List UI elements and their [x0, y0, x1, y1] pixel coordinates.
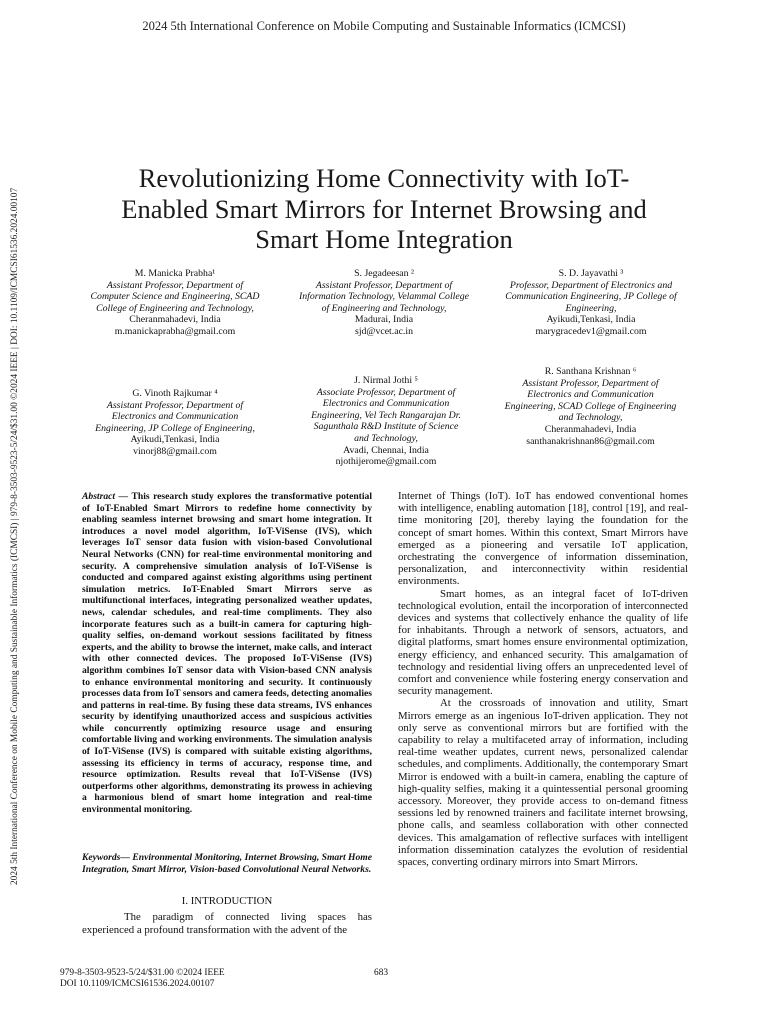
body-paragraph: At the crossroads of innovation and utility, Smart Mirrors emerge as an ingenious IoT-driven application. They not only serve as conventional mirrors but are fortified with the capability to relay a multifaceted array of information, including real-time weather updates, current news, personalized calendar schedules, and compliments. Additionally, the contemporary Smart Mirror is endowed with a built-in camera, enabling the capture of high-quality selfies, making it a quintessential personal grooming accessory. Moreover, they provide access to on-demand fitness sessions led by renowned trainers and facilitate internet browsing, phone calls, and seamless collaboration with other connected devices. This amalgamation of reflective surfaces with intelligent information dissemination catalyzes the evolution of residential spaces, converting ordinary mirrors into Smart Mirrors.: [398, 697, 688, 869]
intro-paragraph-start: [82, 911, 372, 937]
footer-isbn: 979-8-3503-9523-5/24/$31.00 ©2024 IEEE: [60, 968, 225, 978]
author-location: Madurai, India: [354, 314, 414, 326]
side-doi-strip: 2024 5th International Conference on Mobile Computing and Sustainable Informatics (ICMCSI) | 979-8-3503-9523-5/24/$31.00 ©2024 IEEE | DOI: 10.1109/ICMCSI61536.2024.00107: [10, 187, 20, 885]
section-heading-introduction: I. INTRODUCTION: [181, 895, 273, 907]
author-name: S. Jegadeesan ²: [354, 268, 414, 279]
author-name: M. Manicka Prabha¹: [134, 268, 216, 279]
author-location: Cheranmahadevi, India: [544, 423, 637, 435]
author-location: Ayikudi,Tenkasi, India: [546, 314, 636, 326]
footer-copyright: [60, 968, 225, 989]
author-affiliation: Associate Professor, Department of Electronics and Communication Engineering, Vel Tech Rangarajan Dr. Sagunthala R&D Institute of Science and Technology,: [311, 386, 461, 444]
author-email: vinorj88@gmail.com: [133, 445, 217, 457]
intro-text: The paradigm of connected living spaces has experienced a profound transformation with the advent of the: [82, 911, 372, 936]
abstract-label: Abstract —: [82, 491, 129, 502]
author-location: Ayikudi,Tenkasi, India: [130, 434, 220, 446]
author-name: S. D. Jayavathi ³: [558, 268, 624, 279]
author-affiliation: Assistant Professor, Department of Computer Science and Engineering, SCAD College of Engineering and Technology,: [90, 279, 260, 314]
right-column-body: [398, 490, 688, 868]
author-block-5: [306, 375, 466, 468]
author-name: R. Santhana Krishnan ⁶: [544, 366, 637, 377]
author-affiliation: Assistant Professor, Department of Electronics and Communication Engineering, JP College of Engineering,: [95, 399, 255, 434]
author-name: G. Vinoth Rajkumar ⁴: [132, 388, 218, 399]
author-location: Avadi, Chennai, India: [343, 444, 429, 456]
title-line: Enabled Smart Mirrors for Internet Browsing and: [121, 193, 647, 224]
conference-header: 2024 5th International Conference on Mobile Computing and Sustainable Informatics (ICMCSI): [142, 19, 626, 33]
author-email: sjd@vcet.ac.in: [355, 325, 413, 337]
author-email: marygracedev1@gmail.com: [535, 325, 647, 337]
body-paragraph: Smart homes, as an integral facet of IoT-driven technological evolution, entail the incorporation of interconnected devices and systems that collectively enhance the quality of life for inhabitants. Through a network of sensors, actuators, and digital platforms, smart homes ensure environmental optimization, energy efficiency, and enhanced security. This amalgamation of technology and residential living offers an unprecedented level of comfort and convenience while fostering energy conservation and security management.: [398, 587, 688, 698]
abstract: [82, 491, 372, 816]
author-affiliation: Professor, Department of Electronics and Communication Engineering, JP College of Engineering,: [505, 279, 677, 314]
author-affiliation: Assistant Professor, Department of Electronics and Communication Engineering, SCAD College of Engineering and Technology,: [504, 377, 677, 424]
title-line: Smart Home Integration: [255, 224, 513, 254]
author-email: m.manickaprabha@gmail.com: [114, 325, 236, 337]
abstract-text: This research study explores the transformative potential of IoT-Enabled Smart Mirrors to redefine home connectivity by enabling seamless internet browsing and smart home integration. It introduces a novel model algorithm, IoT-ViSense (IVS), which leverages IoT sensor data fusion with vision-based Convolutional Neural Networks (CNN) for real-time environmental monitoring and security. A comprehensive simulation analysis of IoT-ViSense is conducted and compared against existing algorithms using pertinent simulation metrics. IoT-Enabled Smart Mirrors serve as multifunctional interfaces, integrating personalized weather updates, news, calendar schedules, and real-time compliments. They also incorporate features such as a built-in camera for capturing high-quality selfies, on-demand workout sessions facilitated by fitness experts, and the ability to browse the internet, make calls, and interact with other connected devices. The proposed IoT-ViSense (IVS) algorithm combines IoT sensor data with Vision-based CNN analysis to enhance environmental monitoring and security. It continuously processes data from IoT sensors and camera feeds, detecting anomalies and patterns in real-time. By fusing these data streams, IVS enhances security by identifying unauthorized access and suspicious activities while concurrently optimizing resource usage and ensuring comfortable living and working environments. The simulation analysis of IoT-ViSense (IVS) is compared with suitable existing algorithms, assessing its efficiency in terms of accuracy, response time, and resource optimization. Results reveal that IoT-ViSense (IVS) outperforms other algorithms, demonstrating its prowess in achieving a harmonious blend of smart home integration and real-time environmental monitoring.: [82, 491, 372, 816]
author-block-3: [496, 268, 686, 338]
title-line: Revolutionizing Home Connectivity with IoT-: [138, 163, 630, 193]
author-block-4: [90, 388, 260, 458]
author-affiliation: Assistant Professor, Department of Information Technology, Velammal College of Engineering and Technology,: [299, 279, 469, 314]
author-email: njothijerome@gmail.com: [335, 456, 437, 468]
author-email: santhanakrishnan86@gmail.com: [526, 435, 655, 447]
author-location: Cheranmahadevi, India: [129, 314, 221, 326]
author-name: J. Nirmal Jothi ⁵: [354, 375, 418, 386]
author-block-6: [503, 366, 678, 447]
footer-doi: DOI 10.1109/ICMCSI61536.2024.00107: [60, 978, 215, 989]
paper-title: [60, 163, 708, 255]
author-block-1: [90, 268, 260, 338]
page-number: 683: [374, 968, 389, 978]
author-block-2: [299, 268, 469, 338]
keywords: Keywords— Environmental Monitoring, Internet Browsing, Smart Home Integration, Smart Mirror, Vision-based Convolutional Neural Networks.: [82, 852, 373, 875]
body-paragraph: Internet of Things (IoT). IoT has endowed conventional homes with intelligence, enabling automation [18], control [19], and real-time monitoring [20], thereby laying the foundation for the concept of smart homes. Within this context, Smart Mirrors have emerged as a pioneering and versatile IoT application, orchestrating the convergence of information dissemination, personalization, and interconnectivity within residential environments.: [398, 490, 688, 588]
